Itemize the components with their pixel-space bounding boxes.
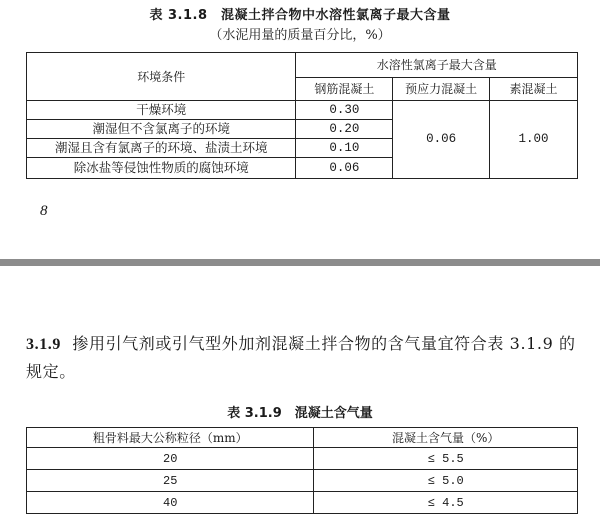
air-content-table xyxy=(26,427,578,514)
reinforced-cell: 0.20 xyxy=(296,120,393,139)
clause-text: 掺用引气剂或引气型外加剂混凝土拌合物的含气量宜符合表 3.1.9 的规定。 xyxy=(26,334,576,381)
page-separator xyxy=(0,259,600,266)
reinforced-cell: 0.10 xyxy=(296,139,393,158)
clause-number: 3.1.9 xyxy=(26,336,61,353)
air-cell: ≤ 5.0 xyxy=(314,470,578,492)
air-cell: ≤ 5.5 xyxy=(314,448,578,470)
table-3-1-8-subtitle: （水泥用量的质量百分比，%） xyxy=(209,28,391,43)
header-max-chloride: 水溶性氯离子最大含量 xyxy=(296,53,578,78)
clause-3-1-9 xyxy=(26,330,586,385)
header-air-content: 混凝土含气量（%） xyxy=(314,428,578,448)
reinforced-cell: 0.30 xyxy=(296,101,393,120)
env-cell: 潮湿但不含氯离子的环境 xyxy=(27,120,296,139)
size-cell: 40 xyxy=(27,492,314,514)
header-reinforced: 钢筋混凝土 xyxy=(296,78,393,101)
air-cell: ≤ 4.5 xyxy=(314,492,578,514)
table-row xyxy=(27,492,578,514)
table-3-1-9-title: 表 3.1.9 混凝土含气量 xyxy=(227,406,373,421)
header-env-condition: 环境条件 xyxy=(27,53,296,101)
header-prestressed: 预应力混凝土 xyxy=(393,78,490,101)
env-cell: 除冰盐等侵蚀性物质的腐蚀环境 xyxy=(27,158,296,179)
header-aggregate-size: 粗骨料最大公称粒径（mm） xyxy=(27,428,314,448)
env-cell: 潮湿且含有氯离子的环境、盐渍土环境 xyxy=(27,139,296,158)
table-3-1-8-title: 表 3.1.8 混凝土拌合物中水溶性氯离子最大含量 xyxy=(149,8,451,23)
table-row xyxy=(27,101,578,120)
env-cell: 干燥环境 xyxy=(27,101,296,120)
size-cell: 20 xyxy=(27,448,314,470)
size-cell: 25 xyxy=(27,470,314,492)
reinforced-cell: 0.06 xyxy=(296,158,393,179)
prestressed-merged-cell: 0.06 xyxy=(393,101,490,179)
page-number: 8 xyxy=(40,203,48,219)
header-plain: 素混凝土 xyxy=(490,78,578,101)
table-row xyxy=(27,470,578,492)
table-row xyxy=(27,448,578,470)
plain-merged-cell: 1.00 xyxy=(490,101,578,179)
chloride-content-table xyxy=(26,52,578,179)
